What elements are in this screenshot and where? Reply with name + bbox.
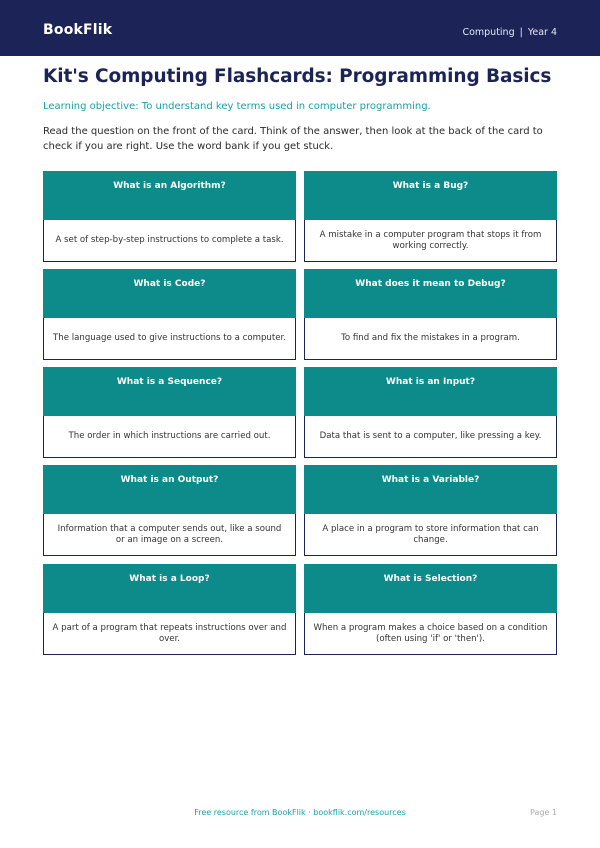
flashcard: [43, 171, 296, 262]
flashcard-back: [304, 318, 557, 360]
flashcard-back: [43, 613, 296, 655]
page-header: [0, 0, 600, 56]
page-number: Page 1: [530, 808, 557, 817]
flashcard-answer: The language used to give instructions to a computer.: [53, 333, 286, 343]
flashcard-back: [43, 416, 296, 458]
flashcard: [304, 564, 557, 655]
brand-logo-text: BookFlik: [43, 22, 113, 38]
flashcard-front: What does it mean to Debug?: [304, 269, 557, 318]
flashcard-back: [43, 514, 296, 556]
subject-year-label: [462, 27, 557, 38]
footer-link[interactable]: Free resource from BookFlik · bookflik.com/resources: [194, 808, 406, 817]
flashcard-back: [304, 416, 557, 458]
flashcard-front: What is a Sequence?: [43, 367, 296, 416]
flashcard-answer: When a program makes a choice based on a condition (often using 'if' or 'then').: [313, 622, 548, 644]
flashcard-front: What is a Variable?: [304, 465, 557, 514]
flashcard-front: What is Selection?: [304, 564, 557, 613]
flashcard-back: [43, 220, 296, 262]
flashcard-answer: A set of step-by-step instructions to complete a task.: [55, 235, 284, 245]
flashcard: [304, 171, 557, 262]
flashcard-front: What is an Input?: [304, 367, 557, 416]
flashcard-back: [43, 318, 296, 360]
flashcard-back: [304, 613, 557, 655]
flashcard-answer: The order in which instructions are carried out.: [68, 431, 271, 441]
flashcard-front: What is an Algorithm?: [43, 171, 296, 220]
flashcard-answer: A mistake in a computer program that stops it from working correctly.: [319, 229, 542, 251]
learning-objective: Learning objective: To understand key terms used in computer programming.: [43, 101, 431, 112]
flashcard-front: What is a Loop?: [43, 564, 296, 613]
subject-label: Computing: [462, 27, 515, 38]
flashcard-answer: To find and fix the mistakes in a program.: [341, 333, 520, 343]
instructions-text: Read the question on the front of the card. Think of the answer, then look at the back of the card to check if you are right. Use the word bank if you get stuck.: [43, 126, 543, 152]
flashcard: [43, 465, 296, 556]
flashcard-front: What is Code?: [43, 269, 296, 318]
flashcard-answer: Information that a computer sends out, like a sound or an image on a screen.: [57, 523, 282, 545]
flashcard-front: What is a Bug?: [304, 171, 557, 220]
flashcard: [43, 564, 296, 655]
header-separator: |: [519, 27, 523, 38]
flashcard: [304, 269, 557, 360]
flashcard-answer: Data that is sent to a computer, like pressing a key.: [319, 431, 542, 441]
flashcard-answer: A part of a program that repeats instructions over and over.: [52, 622, 287, 644]
page-title: Kit's Computing Flashcards: Programming Basics: [43, 66, 552, 87]
flashcard-back: [304, 514, 557, 556]
flashcard: [43, 269, 296, 360]
flashcard-back: [304, 220, 557, 262]
flashcard: [304, 465, 557, 556]
flashcard-answer: A place in a program to store information that can change.: [322, 523, 539, 545]
flashcard: [43, 367, 296, 458]
year-label: Year 4: [527, 27, 557, 38]
flashcard-front: What is an Output?: [43, 465, 296, 514]
flashcard: [304, 367, 557, 458]
